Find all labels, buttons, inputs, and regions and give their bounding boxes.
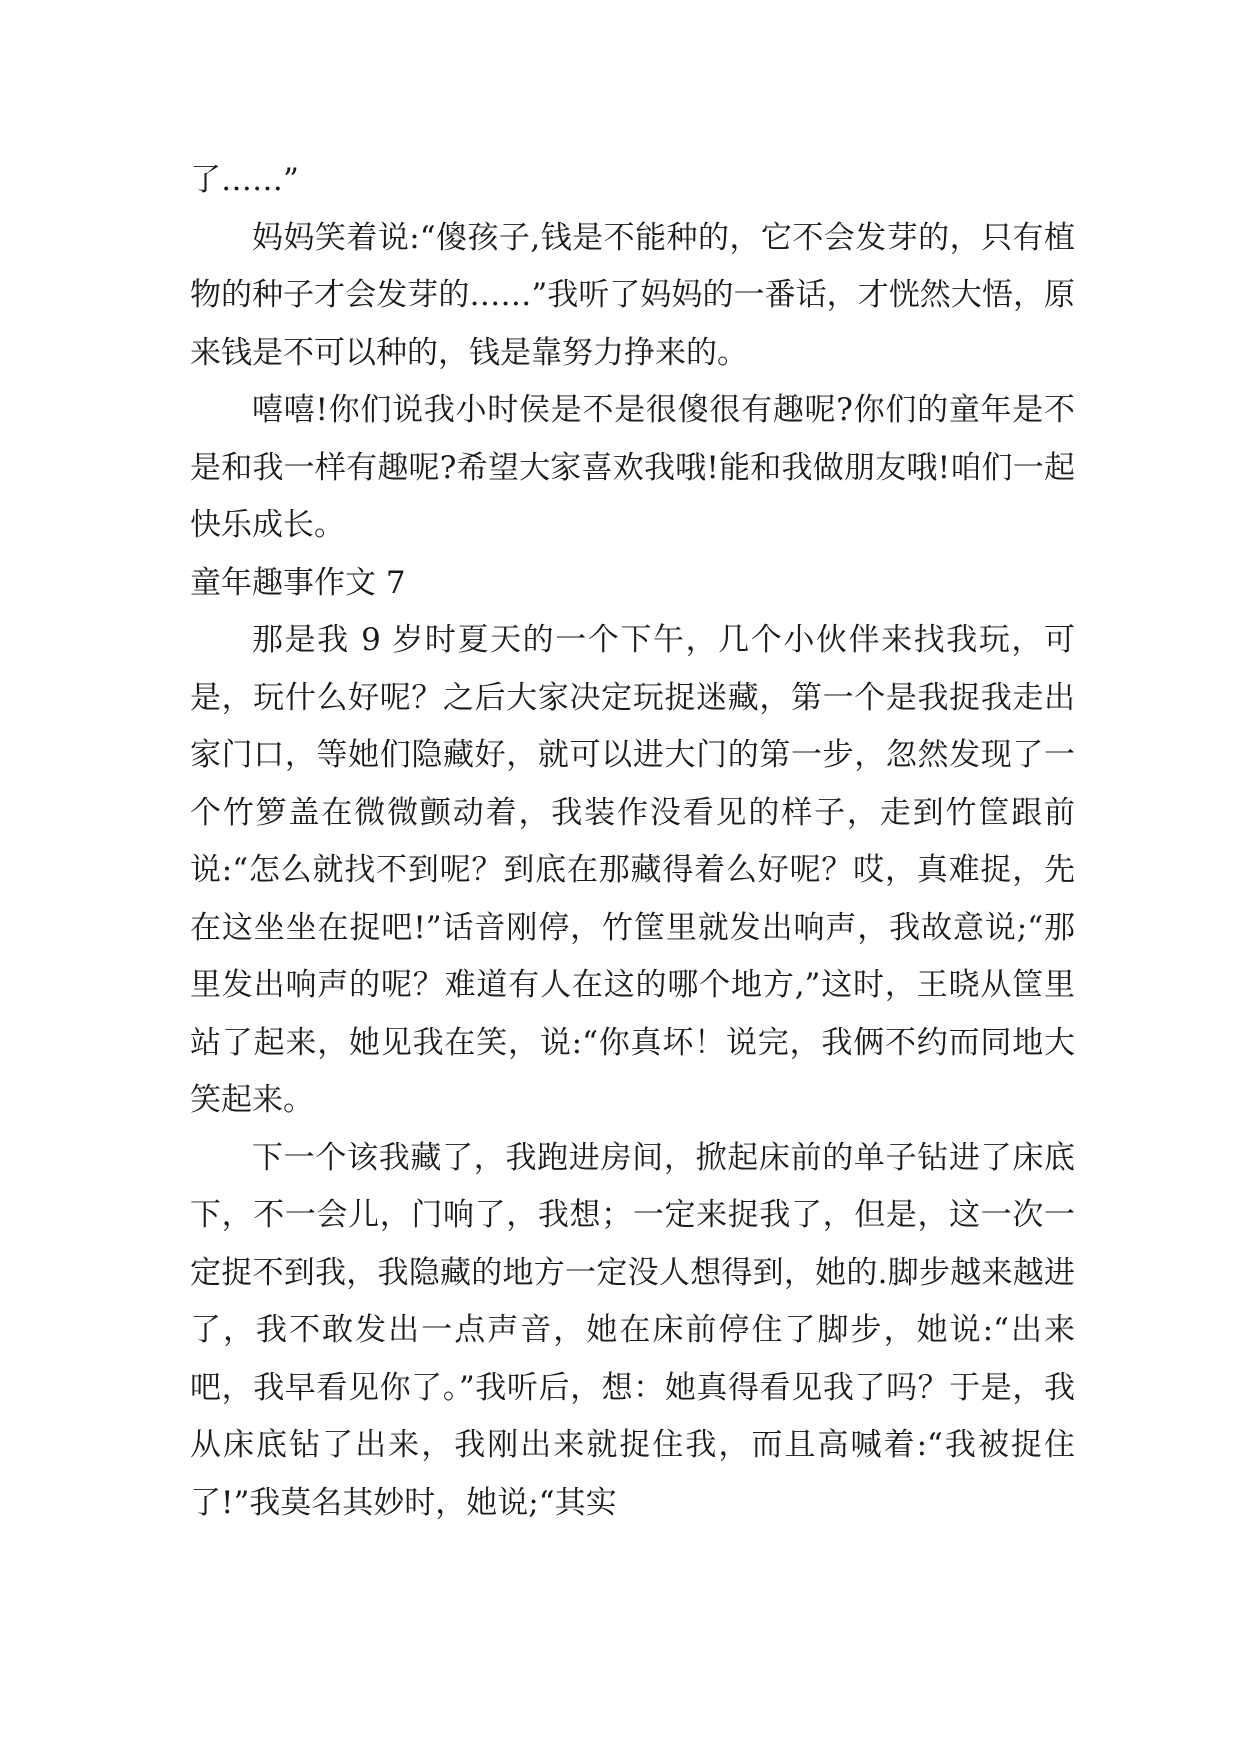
- paragraph: 下一个该我藏了，我跑进房间，掀起床前的单子钻进了床底下，不一会儿，门响了，我想；一定来捉我了，但是，这一次一定捉不到我，我隐藏的地方一定没人想得到，她的.脚步越来越进了，我不敢发出一点声音，她在床前停住了脚步，她说:“出来吧，我早看见你了。”我听后，想：她真得看见我了吗？于是，我从床底钻了出来，我刚出来就捉住我，而且高喊着:“我被捉住了!”我莫名其妙时，她说;“其实: [190, 1139, 1075, 1521]
- section-title: 童年趣事作文 7: [190, 564, 406, 601]
- document-body: [190, 152, 1075, 1532]
- paragraph: 嘻嘻!你们说我小时侯是不是很傻很有趣呢?你们的童年是不是和我一样有趣呢?希望大家喜欢我哦!能和我做朋友哦!咱们一起快乐成长。: [190, 392, 1075, 543]
- paragraph-continuation: 了……”: [190, 162, 299, 198]
- paragraph: 那是我 9 岁时夏天的一个下午，几个小伙伴来找我玩，可是，玩什么好呢？之后大家决定玩捉迷藏，第一个是我捉我走出家门口，等她们隐藏好，就可以进大门的第一步，忽然发现了一个竹箩盖在微微颤动着，我装作没看见的样子，走到竹筐跟前说:“怎么就找不到呢？到底在那藏得着么好呢？哎，真难捉，先在这坐坐在捉吧!”话音刚停，竹筐里就发出响声，我故意说;“那里发出响声的呢？难道有人在这的哪个地方,”这时，王晓从筐里站了起来，她见我在笑，说:“你真坏！说完，我俩不约而同地大笑起来。: [190, 622, 1075, 1118]
- paragraph: 妈妈笑着说:“傻孩子,钱是不能种的，它不会发芽的，只有植物的种子才会发芽的……”我听了妈妈的一番话，才恍然大悟，原来钱是不可以种的，钱是靠努力挣来的。: [190, 219, 1075, 371]
